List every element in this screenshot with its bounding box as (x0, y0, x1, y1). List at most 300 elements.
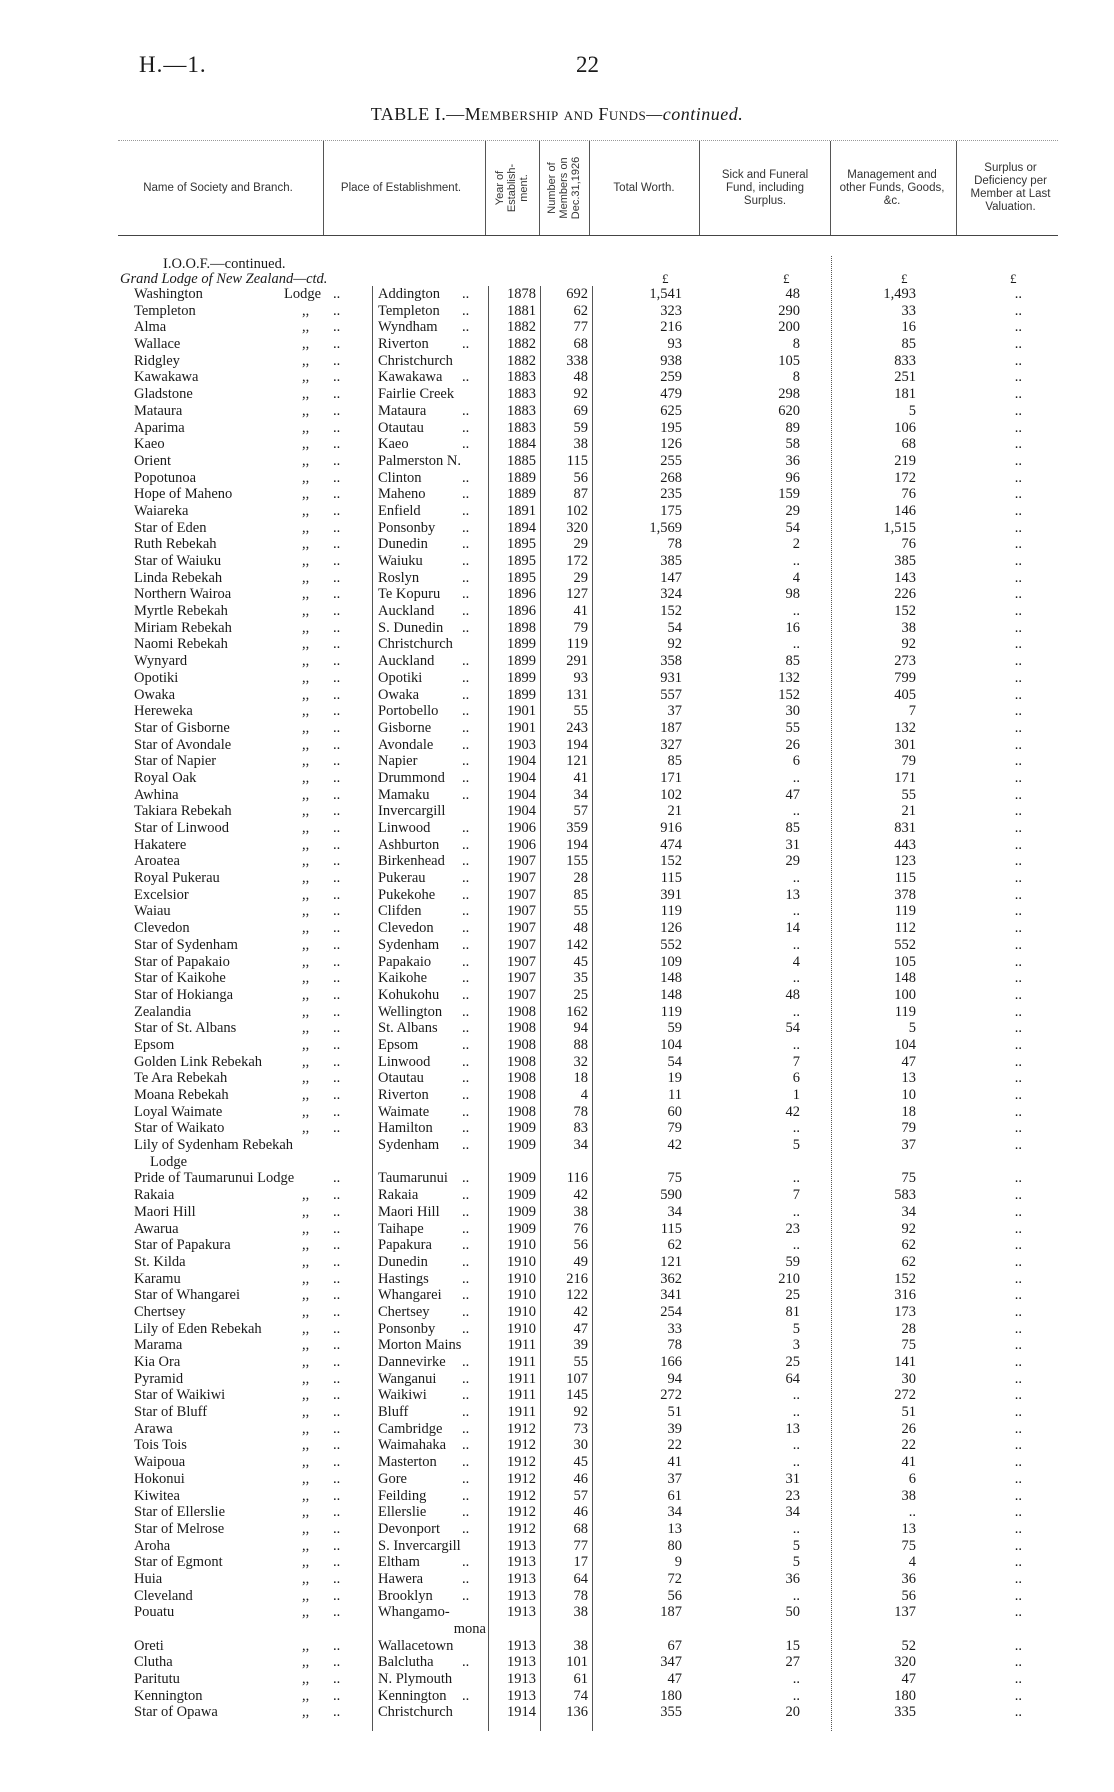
members-cell: 78 (573, 1587, 588, 1604)
place-cell: Owaka .. (378, 686, 470, 703)
table-row: Kia Ora ,, .. Dannevirke .. 1911 55 166 25 141 .. (134, 1354, 1022, 1371)
branch-name: Takiara Rebekah (134, 803, 232, 820)
year-cell: 1894 (507, 519, 536, 536)
col-header-year: Year of Establish- ment. (494, 163, 530, 213)
place-name: Maheno (378, 486, 426, 503)
year-cell: 1910 (507, 1320, 536, 1337)
place-cell: Ponsonby .. (378, 519, 470, 536)
place-cell: St. Albans .. (378, 1020, 470, 1037)
worth-cell: 931 (660, 669, 682, 686)
branch-name: Alma (134, 319, 167, 336)
year-cell: 1883 (507, 369, 536, 386)
worth-cell: 21 (667, 803, 682, 820)
year-cell: 1901 (507, 703, 536, 720)
ditto-mark: ,, (302, 1087, 310, 1103)
mgmt-fund-cell: 79 (901, 753, 916, 770)
year-cell: 1911 (507, 1370, 536, 1387)
branch-name: Huia (134, 1570, 163, 1587)
page-number: 22 (576, 52, 599, 77)
place-name: Auckland (378, 603, 435, 620)
sick-fund-cell: .. (792, 1170, 800, 1187)
worth-cell: 148 (660, 970, 682, 987)
year-cell: 1911 (507, 1404, 536, 1421)
year-cell: 1903 (507, 736, 536, 753)
place-name: Waikiwi (378, 1387, 427, 1404)
sick-fund-cell: 2 (792, 536, 800, 553)
surplus-cell: .. (1014, 1303, 1022, 1320)
sick-fund-cell: 105 (778, 352, 800, 369)
place-cell: Whangarei .. (378, 1287, 470, 1304)
surplus-cell: .. (1014, 553, 1022, 569)
sick-fund-cell: 6 (792, 753, 800, 770)
mgmt-fund-cell: 335 (894, 1704, 916, 1721)
mgmt-fund-cell: 56 (901, 1587, 916, 1604)
members-cell: 61 (573, 1671, 588, 1688)
place-cell: Drummond .. (378, 769, 470, 786)
place-name: Kaikohe (378, 970, 428, 987)
members-cell: 25 (573, 986, 588, 1003)
members-cell: 116 (566, 1170, 588, 1187)
worth-cell: 187 (660, 719, 682, 736)
year-cell: 1913 (507, 1604, 536, 1621)
surplus-cell: .. (1014, 436, 1022, 453)
year-cell: 1908 (507, 1087, 536, 1103)
ditto-mark: ,, (302, 1203, 310, 1220)
place-name: Wanganui (378, 1370, 437, 1387)
place-name: Clevedon (378, 920, 434, 937)
members-cell: 142 (566, 936, 588, 953)
members-cell: 48 (573, 920, 588, 937)
sick-fund-cell: .. (792, 1587, 800, 1604)
mgmt-fund-cell: 219 (894, 452, 916, 469)
mgmt-fund-cell: 152 (894, 603, 916, 620)
worth-cell: 916 (660, 820, 682, 836)
sick-fund-cell: .. (792, 1404, 800, 1421)
place-name: Enfield (378, 502, 421, 519)
sick-fund-cell: 200 (778, 319, 800, 336)
mgmt-fund-cell: 173 (894, 1303, 916, 1320)
worth-cell: 152 (660, 603, 682, 620)
place-name: Christchurch (378, 352, 453, 369)
mgmt-fund-cell: 180 (894, 1687, 916, 1704)
mgmt-fund-cell: 137 (894, 1604, 916, 1621)
year-cell: 1901 (507, 719, 536, 736)
branch-name: Te Ara Rebekah (134, 1070, 228, 1087)
place-cell: Maori Hill .. (378, 1203, 470, 1220)
table-row: Takiara Rebekah ,, .. Invercargill 1904 57 21 .. 21 .. (134, 803, 1022, 820)
place-cell (378, 1604, 486, 1638)
branch-name: Zealandia (134, 1003, 192, 1020)
worth-cell: 61 (667, 1487, 682, 1504)
unit-sick: £ (783, 271, 790, 286)
surplus-cell: .. (1014, 369, 1022, 386)
members-cell: 41 (573, 603, 588, 620)
year-cell: 1895 (507, 569, 536, 586)
table-row: Golden Link Rebekah ,, .. Linwood .. 1908 32 54 7 47 .. (134, 1053, 1022, 1070)
place-cell: Taumarunui .. (378, 1170, 470, 1187)
table-body (0, 286, 1114, 1721)
year-cell: 1912 (507, 1454, 536, 1471)
branch-name: Naomi Rebekah (134, 636, 228, 653)
mgmt-fund-cell: 171 (894, 769, 916, 786)
place-cell: Mataura .. (378, 402, 470, 419)
sick-fund-cell: 34 (785, 1504, 800, 1521)
year-cell: 1913 (507, 1687, 536, 1704)
surplus-cell: .. (1014, 386, 1022, 403)
branch-name: St. Kilda (134, 1253, 186, 1270)
place-cell: Waimahaka .. (378, 1437, 470, 1454)
ditto-mark: ,, (302, 1420, 310, 1437)
sick-fund-cell: .. (792, 1120, 800, 1137)
ditto-mark: ,, (302, 302, 310, 319)
worth-cell: 34 (667, 1203, 682, 1220)
worth-cell: 195 (660, 419, 682, 436)
place-name: S. Dunedin (378, 619, 444, 636)
place-cell: Birkenhead .. (378, 853, 470, 870)
sick-fund-cell: 81 (785, 1303, 800, 1320)
worth-cell: 92 (667, 636, 682, 653)
members-cell: 115 (566, 452, 588, 469)
mgmt-fund-cell: 37 (901, 1137, 916, 1154)
members-cell: 79 (573, 619, 588, 636)
place-name: Roslyn (378, 569, 420, 586)
year-cell: 1907 (507, 903, 536, 920)
year-cell: 1909 (507, 1170, 536, 1187)
place-name: Te Kopuru (378, 586, 441, 603)
members-cell: 38 (573, 436, 588, 453)
place-name: Pukerau (378, 870, 426, 887)
table-row: Star of Eden ,, .. Ponsonby .. 1894 320 1,569 54 1,515 .. (134, 519, 1022, 536)
table-row: Star of Avondale ,, .. Avondale .. 1903 194 327 26 301 .. (134, 736, 1022, 753)
year-cell: 1904 (507, 786, 536, 803)
place-name: Dunedin (378, 1253, 428, 1270)
place-cell (378, 1337, 486, 1354)
members-cell: 28 (573, 870, 588, 887)
place-name: Mataura (378, 402, 427, 419)
table-row: Hereweka ,, .. Portobello .. 1901 55 37 30 7 .. (134, 703, 1022, 720)
branch-name: Star of Waiuku (134, 553, 222, 569)
surplus-cell: .. (1014, 319, 1022, 336)
mgmt-fund-cell: 38 (901, 619, 916, 636)
year-cell: 1883 (507, 419, 536, 436)
table-row: Paritutu ,, .. N. Plymouth 1913 61 47 .. 47 .. (134, 1671, 1022, 1688)
mgmt-fund-cell: 62 (901, 1237, 916, 1254)
place-name: Morton Mains (378, 1337, 462, 1354)
year-cell: 1912 (507, 1487, 536, 1504)
place-cell: Auckland .. (378, 653, 470, 670)
worth-cell: 78 (667, 536, 682, 553)
ditto-mark: ,, (302, 786, 310, 803)
branch-name: Star of Avondale (134, 736, 232, 753)
surplus-cell: .. (1014, 1654, 1022, 1671)
branch-name: Waipoua (134, 1454, 186, 1471)
branch-name: Templeton (134, 302, 196, 319)
branch-name: Star of Bluff (134, 1404, 208, 1421)
table-row: Wynyard ,, .. Auckland .. 1899 291 358 85 273 .. (134, 653, 1022, 670)
branch-name: Star of Ellerslie (134, 1504, 226, 1521)
ditto-mark: ,, (302, 1187, 310, 1204)
members-cell: 39 (573, 1337, 588, 1354)
worth-cell: 80 (667, 1537, 682, 1554)
mgmt-fund-cell: 26 (901, 1420, 916, 1437)
year-cell: 1896 (507, 586, 536, 603)
place-name: Whangarei (378, 1287, 442, 1304)
place-cell: Templeton .. (378, 302, 470, 319)
surplus-cell: .. (1014, 686, 1022, 703)
worth-cell: 39 (667, 1420, 682, 1437)
place-name: Dunedin (378, 536, 428, 553)
sick-fund-cell: .. (792, 1454, 800, 1471)
members-cell: 46 (573, 1504, 588, 1521)
members-cell: 64 (573, 1570, 588, 1587)
ditto-mark: ,, (302, 319, 310, 336)
place-cell: Gisborne .. (378, 719, 470, 736)
table-row: Mataura ,, .. Mataura .. 1883 69 625 620 5 .. (134, 402, 1022, 419)
mgmt-fund-cell: 552 (894, 936, 916, 953)
mgmt-fund-cell: 22 (901, 1437, 916, 1454)
members-cell: 45 (573, 953, 588, 970)
table-row: Star of Kaikohe ,, .. Kaikohe .. 1907 35 148 .. 148 .. (134, 970, 1022, 987)
ditto-mark: ,, (302, 1070, 310, 1087)
branch-name: Kiwitea (134, 1487, 180, 1504)
table-row: Te Ara Rebekah ,, .. Otautau .. 1908 18 19 6 13 .. (134, 1070, 1022, 1087)
place-name: Otautau (378, 1070, 424, 1087)
table-row: Myrtle Rebekah ,, .. Auckland .. 1896 41 152 .. 152 .. (134, 603, 1022, 620)
branch-name: Star of Waikiwi (134, 1387, 226, 1404)
place-cell: Ellerslie .. (378, 1504, 470, 1521)
surplus-cell: .. (1014, 1504, 1022, 1521)
table-row: Star of Waikiwi ,, .. Waikiwi .. 1911 145 272 .. 272 .. (134, 1387, 1022, 1404)
mgmt-fund-cell: 38 (901, 1487, 916, 1504)
members-cell: 172 (566, 553, 588, 569)
table-row: Kiwitea ,, .. Feilding .. 1912 57 61 23 38 .. (134, 1487, 1022, 1504)
surplus-cell: .. (1014, 536, 1022, 553)
mgmt-fund-cell: 55 (901, 786, 916, 803)
mgmt-fund-cell: 1,493 (883, 286, 916, 302)
place-cell: Hamilton .. (378, 1120, 470, 1137)
branch-name: Arawa (134, 1420, 173, 1437)
ditto-mark: ,, (302, 1587, 310, 1604)
worth-cell: 268 (660, 469, 682, 486)
ditto-mark: ,, (302, 569, 310, 586)
mgmt-fund-cell: 119 (894, 1003, 916, 1020)
place-cell (378, 803, 486, 820)
place-name: Papakaio (378, 953, 432, 970)
table-row: Hokonui ,, .. Gore .. 1912 46 37 31 6 .. (134, 1470, 1022, 1487)
mgmt-fund-cell: 75 (901, 1170, 916, 1187)
ditto-mark: ,, (302, 1637, 310, 1654)
surplus-cell: .. (1014, 569, 1022, 586)
branch-name: Kennington (134, 1687, 203, 1704)
place-cell (378, 1704, 486, 1721)
worth-cell: 59 (667, 1020, 682, 1037)
place-name: Portobello (378, 703, 439, 720)
place-name: Otautau (378, 419, 424, 436)
worth-cell: 93 (667, 336, 682, 353)
branch-name: Hakatere (134, 836, 187, 853)
sick-fund-cell: 7 (792, 1187, 800, 1204)
mgmt-fund-cell: 301 (894, 736, 916, 753)
surplus-cell: .. (1014, 1287, 1022, 1304)
col-header-worth: Total Worth. (613, 181, 675, 194)
place-name: Hastings (378, 1270, 429, 1287)
place-name: Ponsonby (378, 1320, 436, 1337)
place-cell: Sydenham .. (378, 1137, 470, 1154)
ditto-mark: ,, (302, 1570, 310, 1587)
worth-cell: 54 (667, 1053, 682, 1070)
ditto-mark: ,, (302, 1036, 310, 1053)
place-cell: Roslyn .. (378, 569, 470, 586)
branch-name: Myrtle Rebekah (134, 603, 228, 620)
members-cell: 122 (566, 1287, 588, 1304)
worth-cell: 362 (660, 1270, 682, 1287)
sick-fund-cell: .. (792, 1687, 800, 1704)
place-cell: Kohukohu .. (378, 986, 470, 1003)
year-cell: 1889 (507, 486, 536, 503)
members-cell: 127 (566, 586, 588, 603)
year-cell: 1910 (507, 1303, 536, 1320)
sick-fund-cell: 25 (785, 1287, 800, 1304)
col-divider (956, 141, 957, 235)
mgmt-fund-cell: 405 (894, 686, 916, 703)
place-name: Maori Hill (378, 1203, 440, 1220)
ditto-mark: ,, (302, 469, 310, 486)
place-name: Brooklyn (378, 1587, 433, 1604)
mgmt-fund-cell: 41 (901, 1454, 916, 1471)
sick-fund-cell: 15 (785, 1637, 800, 1654)
worth-cell: 391 (660, 886, 682, 903)
surplus-cell: .. (1014, 986, 1022, 1003)
sick-fund-cell: .. (792, 553, 800, 569)
ditto-mark: ,, (302, 1454, 310, 1471)
year-cell: 1882 (507, 336, 536, 353)
sick-fund-cell: 59 (785, 1253, 800, 1270)
place-name: Dannevirke (378, 1354, 446, 1371)
branch-name: Star of Papakaio (134, 953, 230, 970)
table-row: Awhina ,, .. Mamaku .. 1904 34 102 47 55 .. (134, 786, 1022, 803)
year-cell: 1913 (507, 1671, 536, 1688)
surplus-cell: .. (1014, 336, 1022, 353)
members-cell: 49 (573, 1253, 588, 1270)
place-name: Cambridge (378, 1420, 443, 1437)
place-cell: Te Kopuru .. (378, 586, 470, 603)
year-cell: 1907 (507, 970, 536, 987)
branch-name-continued: Lodge (150, 1153, 188, 1170)
sick-fund-cell: 29 (785, 502, 800, 519)
mgmt-fund-cell: 75 (901, 1537, 916, 1554)
worth-cell: 324 (660, 586, 682, 603)
branch-name: Waiareka (134, 502, 189, 519)
surplus-cell: .. (1014, 1537, 1022, 1554)
place-name: Sydenham (378, 1137, 440, 1154)
year-cell: 1908 (507, 1036, 536, 1053)
worth-cell: 1,569 (649, 519, 682, 536)
place-name: Palmerston N. (378, 452, 461, 469)
members-cell: 92 (573, 1404, 588, 1421)
branch-name: Pouatu (134, 1604, 175, 1621)
table-row: Kennington ,, .. Kennington .. 1913 74 180 .. 180 .. (134, 1687, 1022, 1704)
year-cell: 1895 (507, 536, 536, 553)
members-cell: 121 (566, 753, 588, 770)
place-name: Drummond (378, 769, 445, 786)
mgmt-fund-cell: 75 (901, 1337, 916, 1354)
year-cell: 1891 (507, 502, 536, 519)
surplus-cell: .. (1014, 1320, 1022, 1337)
table-row: Maori Hill ,, .. Maori Hill .. 1909 38 34 .. 34 .. (134, 1203, 1022, 1220)
mgmt-fund-cell: 10 (901, 1087, 916, 1103)
place-cell (378, 1638, 486, 1655)
branch-name: Star of Whangarei (134, 1287, 241, 1304)
ditto-mark: ,, (302, 1220, 310, 1237)
surplus-cell: .. (1014, 1520, 1022, 1537)
table-row: Aroha ,, .. S. Invercargill 1913 77 80 5 75 .. (134, 1537, 1022, 1554)
worth-cell: 119 (660, 903, 682, 920)
place-name: Clinton (378, 469, 422, 486)
ditto-mark: ,, (302, 1404, 310, 1421)
mgmt-fund-cell: 141 (894, 1354, 916, 1371)
surplus-cell: .. (1014, 1187, 1022, 1204)
table-row: Star of Linwood ,, .. Linwood .. 1906 359 916 85 831 .. (134, 820, 1022, 836)
surplus-cell: .. (1014, 1420, 1022, 1437)
year-cell: 1904 (507, 769, 536, 786)
branch-name: Washington (134, 286, 203, 302)
worth-cell: 75 (667, 1170, 682, 1187)
place-cell: S. Dunedin .. (378, 619, 470, 636)
year-cell: 1904 (507, 753, 536, 770)
place-cell: Devonport .. (378, 1520, 470, 1537)
sick-fund-cell: 298 (778, 386, 800, 403)
place-name: Bluff (378, 1404, 409, 1421)
place-name: Waimate (378, 1103, 430, 1120)
year-cell: 1910 (507, 1287, 536, 1304)
table-row: Aroatea ,, .. Birkenhead .. 1907 155 152 29 123 .. (134, 853, 1022, 870)
place-name: Christchurch (378, 1704, 453, 1721)
sick-fund-cell: 5 (792, 1320, 800, 1337)
worth-cell: 11 (668, 1087, 682, 1103)
table-row: Star of Bluff ,, .. Bluff .. 1911 92 51 .. 51 .. (134, 1404, 1022, 1421)
mgmt-fund-cell: 13 (901, 1070, 916, 1087)
worth-cell: 235 (660, 486, 682, 503)
place-name: Masterton (378, 1454, 437, 1471)
worth-cell: 166 (660, 1354, 682, 1371)
table-row: Huia ,, .. Hawera .. 1913 64 72 36 36 .. (134, 1570, 1022, 1587)
place-name: Epsom (378, 1036, 419, 1053)
year-cell: 1899 (507, 686, 536, 703)
year-cell: 1912 (507, 1504, 536, 1521)
mgmt-fund-cell: 18 (901, 1103, 916, 1120)
surplus-cell: .. (1014, 1570, 1022, 1587)
mgmt-fund-cell: 85 (901, 336, 916, 353)
worth-cell: 22 (667, 1437, 682, 1454)
year-cell: 1908 (507, 1003, 536, 1020)
worth-cell: 78 (667, 1337, 682, 1354)
sick-fund-cell: 620 (778, 402, 800, 419)
place-name: Pukekohe (378, 886, 436, 903)
mgmt-fund-cell: 36 (901, 1570, 916, 1587)
place-cell: Kaeo .. (378, 436, 470, 453)
sick-fund-cell: 27 (785, 1654, 800, 1671)
sick-fund-cell: 30 (785, 703, 800, 720)
place-name: Waimahaka (378, 1437, 447, 1454)
worth-cell: 119 (660, 1003, 682, 1020)
branch-name: Aroha (134, 1537, 171, 1554)
ditto-mark: ,, (302, 686, 310, 703)
place-name: Balclutha (378, 1654, 434, 1671)
table-row: Awarua ,, .. Taihape .. 1909 76 115 23 92 .. (134, 1220, 1022, 1237)
sick-fund-cell: 16 (785, 619, 800, 636)
surplus-cell: .. (1014, 1687, 1022, 1704)
sick-fund-cell: 1 (792, 1087, 800, 1103)
